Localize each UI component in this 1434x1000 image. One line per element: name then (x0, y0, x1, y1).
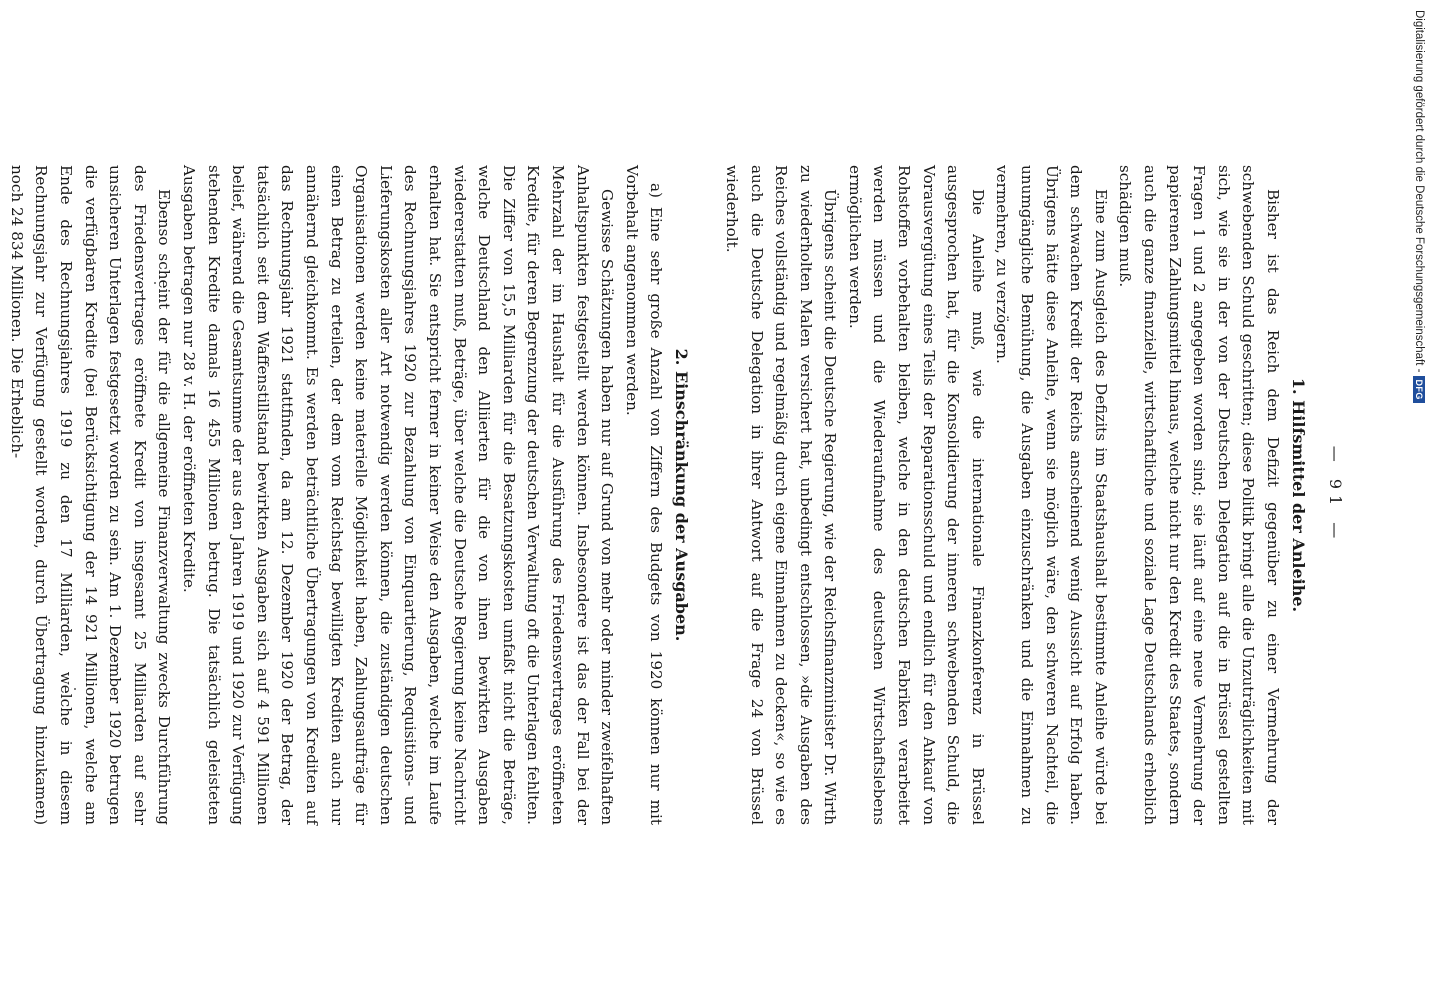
page-number: — 91 — (1326, 445, 1345, 545)
section-1-paragraph: Eine zum Ausgleich des Defizits im Staatshaushalt bestimmte Anleihe würde bei dem schwachen Kredit der Reichs anscheinend wenig Aussicht auf Erfolg haben. Übrigens hätte diese Anleihe, wenn sie möglich wäre, den schweren Nachteil, die unumgängliche Bemühung, die Ausgaben einzuschränken und die Einnahmen zu vermehren, zu verzögern. (993, 165, 1110, 825)
section-2-paragraph: Gewisse Schätzungen haben nur auf Grund von mehr oder minder zweifelhaften Anhaltspunkten festgestellt werden können. Insbesondere ist das der Fall bei der Mehrzahl der im Haushalt für die Ausführung des Friedensvertrages eröffneten Kredite, für deren Begrenzung der deutschen Verwaltung oft die Unterlagen fehlten. Die Ziffer von 15,5 Milliarden für die Besatzungskosten umfaßt nicht die Beträge, welche Deutschland den Alliierten für die von ihnen bewirkten Ausgaben wiedererstatten muß, Beträge, über welche die Deutsche Regierung keine Nachricht erhalten hat. Sie entspricht ferner in keiner Weise den Ausgaben, welche im Laufe des Rechnungsjahres 1920 zur Bezahlung von Einquartierung, Requisitions- und Lieferungskosten aller Art notwendig werden können, die zuständigen deutschen Organisationen werden keine materielle Möglichkeit haben, Zahlungsaufträge für einen Betrag zu erteilen, der dem vom Reichstag bewilligten Krediten auch nur annähernd gleichkommt. Es werden beträchtliche Übertragungen von Krediten auf das Rechnungsjahr 1921 stattfinden, da am 12. Dezember 1920 der Betrag, der tatsächlich seit dem Waffenstillstand bewirkten Ausgaben sich auf 4 591 Millionen belief, während die Gesamtsumme der aus den Jahren 1919 und 1920 zur Verfügung stehenden Kredite damals 16 455 Millionen betrug. Die tatsächlich geleisteten Ausgaben betragen nur 28 v. H. der eröffneten Kredite. (180, 165, 617, 825)
section-1-paragraph: Übrigens scheint die Deutsche Regierung, wie der Reichsfinanzminister Dr. Wirth zu wiederholten Malen versichert hat, unbedingt entschlossen, »die Ausgaben des Reiches vollständig und regelmäßig durch eigene Einnahmen zu decken«, so wie es auch die Deutsche Delegation in ihrer Antwort auf die Frage 24 von Brüssel wiederholt. (722, 165, 840, 825)
dfg-watermark (1408, 10, 1430, 400)
section-2-paragraph: a) Eine sehr große Anzahl von Ziffern des Budgets von 1920 können nur mit Vorbehalt angenommen werden. (622, 165, 666, 825)
section-1-paragraph: Bisher ist das Reich dem Defizit gegenüber zu einer Vermehrung der schwebenden Schuld geschritten; diese Politik bringt alle die Unzuträglichkeiten mit sich, wie sie in der von der Deutschen Delegation auf die in Brüssel gestellten Fragen 1 und 2 angegeben worden sind; sie läuft auf eine neue Vermehrung der papierenen Zahlungsmittel hinaus, welche nicht nur den Kredit des Staates, sondern auch die ganze finanzielle, wirtschaftliche und soziale Lage Deutschlands erheblich schädigen muß. (1116, 165, 1282, 825)
watermark-text: Digitalisierung gefördert durch die Deutsche Forschungsgemeinschaft - (1413, 10, 1425, 373)
section-2-title: 2. Einschränkung der Ausgaben. (672, 348, 692, 642)
text-column (0, 165, 1345, 825)
section-1-paragraph: Die Anleihe muß, wie die internationale Finanzkonferenz in Brüssel ausgesprochen hat, für die Konsolidierung der inneren schwebenden Schuld, die Vorausvergütung eines Teils der Reparationsschuld und endlich für den Ankauf von Rohstoffen vorbehalten bleiben, welche in den deutschen Fabriken verarbeitet werden müssen und die Wiederaufnahme des deutschen Wirtschaftslebens ermöglichen werden. (845, 165, 987, 825)
rotated-page (7, 145, 1345, 850)
section-1-title: 1. Hilfsmittel der Anleihe. (1289, 377, 1308, 613)
dfg-logo: DFG (1413, 376, 1425, 403)
section-2-paragraph: Ebenso scheint der für die allgemeine Finanzverwaltung zwecks Durchführung des Friedensvertrages eröffnete Kredit von insgesamt 25 Milliarden auf sehr unsicheren Unterlagen festgesetzt worden zu sein. Am 1. Dezember 1920 betrugen die verfügbaren Kredite (bei Berücksichtigung der 14 921 Millionen, welche am Ende des Rechnungsjahres 1919 zu den 17 Milliarden, welche in diesem Rechnungsjahr zur Verfügung gestellt worden, durch Übertragung hinzukamen) noch 24 834 Millionen. Die Erheblich- (7, 165, 174, 825)
